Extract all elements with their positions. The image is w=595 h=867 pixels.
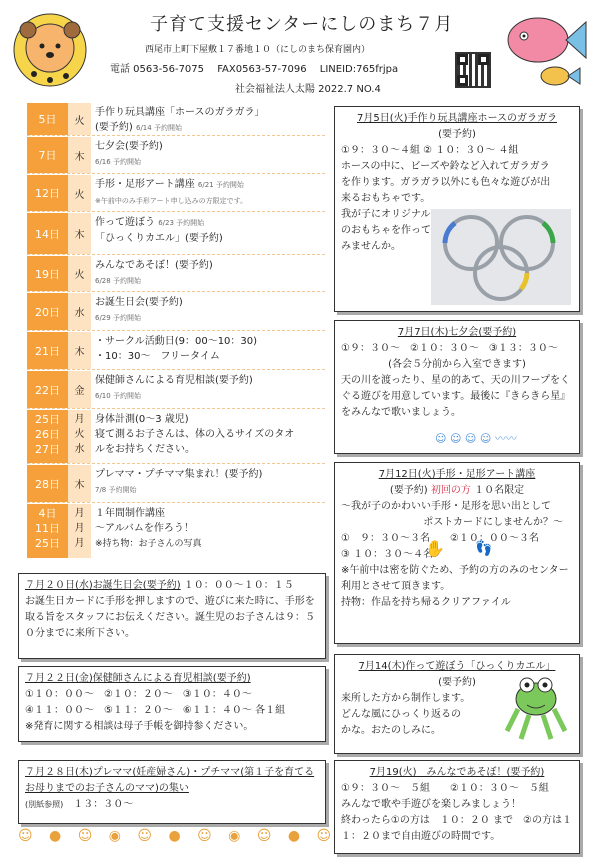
- children-icon: ☺ ☺ ☺ ☺ 〰〰: [435, 432, 517, 445]
- box-frog-craft: [334, 654, 580, 754]
- box-title: ７月２２日(金)保健師さんによる育児相談(要予約): [25, 673, 251, 684]
- row-text: 「ひっくりカエル」(要予約): [95, 233, 223, 244]
- fax: FAX0563-57-7096: [217, 64, 307, 75]
- box-times: ③ １０：３０～４名: [341, 549, 434, 560]
- row-weekday: 水: [68, 293, 91, 330]
- schedule-row: [27, 293, 325, 331]
- box-items: 持物：作品を持ち帰るクリアファイル: [341, 597, 511, 608]
- phone: 電話 0563-56-7075: [110, 64, 205, 75]
- schedule-row: [27, 137, 325, 174]
- frog-icon: [503, 673, 569, 749]
- box-text: 来所した方から制作します。: [341, 693, 471, 704]
- row-weekday: 月: [74, 414, 85, 425]
- box-play-together: [334, 760, 580, 854]
- row-weekday: 木: [68, 332, 91, 369]
- row-note: 6/28 予約開始: [95, 277, 141, 285]
- box-birthday: [18, 573, 326, 659]
- row-weekday: 火: [68, 175, 91, 211]
- box-time: １０：００～１０：１５: [183, 580, 294, 591]
- row-date: 7日: [27, 137, 68, 173]
- row-date: 20日: [27, 293, 68, 330]
- row-text: 手形・足形アート講座: [95, 179, 195, 190]
- row-date: 27日: [35, 443, 60, 456]
- row-date: 5日: [27, 103, 68, 135]
- row-text: 作って遊ぼう: [95, 217, 155, 228]
- row-text: 寝て測るお子さんは、体の入るサイズのタオ: [95, 429, 295, 440]
- row-weekday: 月: [74, 538, 85, 549]
- row-weekday: 金: [68, 371, 91, 408]
- row-note: 7/8 予約開始: [95, 486, 137, 494]
- row-text: ※持ち物：お子さんの写真: [95, 539, 202, 549]
- row-text: プレママ・プチママ集まれ！(要予約): [95, 469, 263, 480]
- row-weekday: 火: [68, 256, 91, 291]
- box-premama: [18, 760, 326, 824]
- box-title: 7月5日(火)手作り玩具講座ホースのガラガラ: [356, 113, 558, 124]
- foot-icon: 👣: [475, 541, 493, 557]
- box-title: 7月7日(木)七夕会(要予約): [397, 327, 517, 338]
- box-text: 来るおもちゃです。我が子にオリジナルのおもちゃを作ってみませんか。: [341, 193, 431, 252]
- header-mascot: [10, 8, 90, 88]
- row-weekday: 月: [74, 508, 85, 519]
- qr-code-icon[interactable]: [455, 52, 491, 88]
- schedule-row: [27, 410, 325, 464]
- box-text: を作ります。ガラガラ以外にも色々な遊びが出: [341, 177, 551, 188]
- box-text: ～我が子のかわいい手形・足形を思い出として: [341, 501, 551, 512]
- schedule-row: [27, 175, 325, 212]
- box-note: (別紙参照): [25, 800, 64, 809]
- row-weekday: 火: [68, 103, 91, 135]
- row-text: 身体計測(0～3 歳児): [95, 414, 189, 425]
- box-text: 終わったら①の方は １０：２０ まで ②の方は１１：２０まで自由遊びの時間です。: [341, 815, 573, 842]
- row-text: 七夕会(要予約): [95, 141, 163, 152]
- box-note: ※発育に関する相談は母子手帳を御持参ください。: [25, 721, 254, 732]
- row-date: 22日: [27, 371, 68, 408]
- row-note: 6/21 予約開始: [197, 181, 244, 189]
- row-text: みんなであそぼ！(要予約): [95, 260, 213, 271]
- line-id: LINEID:765frjpa: [319, 64, 399, 75]
- row-text: １年間制作講座: [95, 508, 165, 519]
- row-text: お誕生日会(要予約): [95, 297, 183, 308]
- box-handprint-art: [334, 462, 580, 644]
- row-text: ～アルバムを作ろう！: [95, 523, 194, 534]
- row-text: ・10：30～ フリータイム: [95, 351, 220, 362]
- box-title: 7月12日(火)手形・足形アート講座: [378, 469, 536, 480]
- row-date: 19日: [27, 256, 68, 291]
- box-time: １３：３０～: [73, 799, 134, 810]
- row-weekday: 月: [74, 523, 85, 534]
- box-times: ①９：３０～ ②１０：３０～ ③１３：３０～: [341, 343, 558, 354]
- box-note: (各会５分前から入室できます): [388, 359, 526, 370]
- schedule-row: [27, 465, 325, 503]
- decorative-border-icon: ☺ ● ☺ ◉ ☺ ● ☺ ◉ ☺ ● ☺: [18, 828, 338, 844]
- address: 西尾市上町下屋敷１７番地１０（にしのまち保育園内）: [145, 45, 371, 55]
- box-text: かな。おたのしみに。: [341, 725, 441, 736]
- box-times: ④１１：００～ ⑤１１：２０～ ⑥１１：４０～ 各１組: [25, 705, 286, 716]
- row-date: 28日: [27, 465, 68, 502]
- box-times: ①９：３０～ ５組 ②１０：３０～ ５組: [341, 783, 549, 794]
- row-weekday: 木: [68, 213, 91, 254]
- row-weekday: 木: [68, 465, 91, 502]
- row-date: 25日: [35, 537, 60, 550]
- box-tanabata: [334, 320, 580, 454]
- contact-line: [110, 60, 408, 75]
- box-title: ７月２０日(水)お誕生日会(要予約): [25, 580, 181, 591]
- box-note: ※午前中は密を防ぐため、予約の方のみのセンター利用とさせて頂きます。: [341, 565, 569, 592]
- row-note: 6/16 予約開始: [95, 158, 141, 166]
- fish-icon: [500, 12, 588, 96]
- row-note: 6/29 予約開始: [95, 314, 141, 322]
- row-text: 手作り玩具講座「ホースのガラガラ」: [95, 107, 265, 118]
- box-text: ホースの中に、ビーズや鈴など入れてガラガラ: [341, 161, 550, 172]
- schedule-row: [27, 332, 325, 370]
- hand-icon: ✋: [425, 539, 445, 558]
- box-title: ７月２８日(木)プレママ(妊産婦さん)・プチママ(第１子を育てるお母りまでのお子さんのママ)の集い: [25, 767, 315, 794]
- schedule-row: [27, 103, 325, 136]
- schedule-row: [27, 371, 325, 409]
- row-weekday: 火: [74, 429, 85, 440]
- box-text: ポストカードにしませんか？～: [423, 517, 563, 528]
- box-title: 7月14(木)作って遊ぼう「ひっくりカエル」: [358, 661, 556, 672]
- box-reserve: (要予約): [438, 677, 476, 688]
- row-text: ルをお持ちください。: [95, 444, 195, 455]
- row-weekday: 木: [68, 137, 91, 173]
- row-note: 6/23 予約開始: [158, 219, 205, 227]
- schedule-row: [27, 256, 325, 292]
- box-health-consult: [18, 666, 326, 742]
- box-text: お誕生日カードに手形を押しますので、遊びに来た時に、手形を取る旨をスタッフにお伝えください。誕生児のお子さんは９：５０分までに来所下さい。: [25, 596, 315, 639]
- row-date: 12日: [27, 175, 68, 211]
- box-reserve: (要予約): [389, 485, 428, 496]
- row-note: 6/10 予約開始: [95, 392, 141, 400]
- box-reserve: (要予約): [438, 129, 476, 140]
- row-date: 4日: [38, 507, 57, 520]
- row-text: (要予約): [95, 122, 133, 133]
- box-limit: １０名限定: [474, 485, 525, 496]
- row-note: 6/14 予約開始: [136, 124, 182, 132]
- organization: 社会福祉法人太陽 2022.7 NO.4: [235, 84, 381, 95]
- first-time-label: 初回の方: [430, 485, 471, 496]
- row-date: 21日: [27, 332, 68, 369]
- schedule-row: [27, 504, 325, 558]
- box-text: 天の川を渡ったり、星の的あて、天の川フープをくぐる遊びを用意しています。最後に『きらきら星』をみんなで歌いましょう。: [341, 375, 571, 418]
- row-date: 14日: [27, 213, 68, 254]
- row-date: 11日: [35, 522, 60, 535]
- box-hose-rattle: [334, 106, 580, 312]
- box-text: みんなで歌や手遊びを楽しみましょう！: [341, 799, 521, 810]
- row-date: 25日: [35, 413, 60, 426]
- row-text: ・サークル活動日(9：00～10：30): [95, 336, 258, 347]
- hose-rattle-image: [431, 209, 571, 305]
- schedule-row: [27, 213, 325, 255]
- box-times: ① ９：３０～３名 ②１０：００～３名: [341, 533, 539, 544]
- row-text: 保健師さんによる育児相談(要予約): [95, 375, 253, 386]
- box-text: どんな風にひっくり返るの: [341, 709, 461, 720]
- box-times: ①１０：００～ ②１０：２０～ ③１０：４０～: [25, 689, 252, 700]
- page-title: 子育て支援センターにしのまち７月: [150, 14, 454, 35]
- row-weekday: 水: [74, 444, 85, 455]
- row-date: 26日: [35, 428, 60, 441]
- box-title: 7月19(火) みんなであそぼ！(要予約): [369, 767, 545, 778]
- row-subnote: ※午前中のみ手形アート申し込みの方限定です。: [95, 197, 248, 205]
- box-times: ①９：３０～４組 ② １０：３０～ ４組: [341, 145, 519, 156]
